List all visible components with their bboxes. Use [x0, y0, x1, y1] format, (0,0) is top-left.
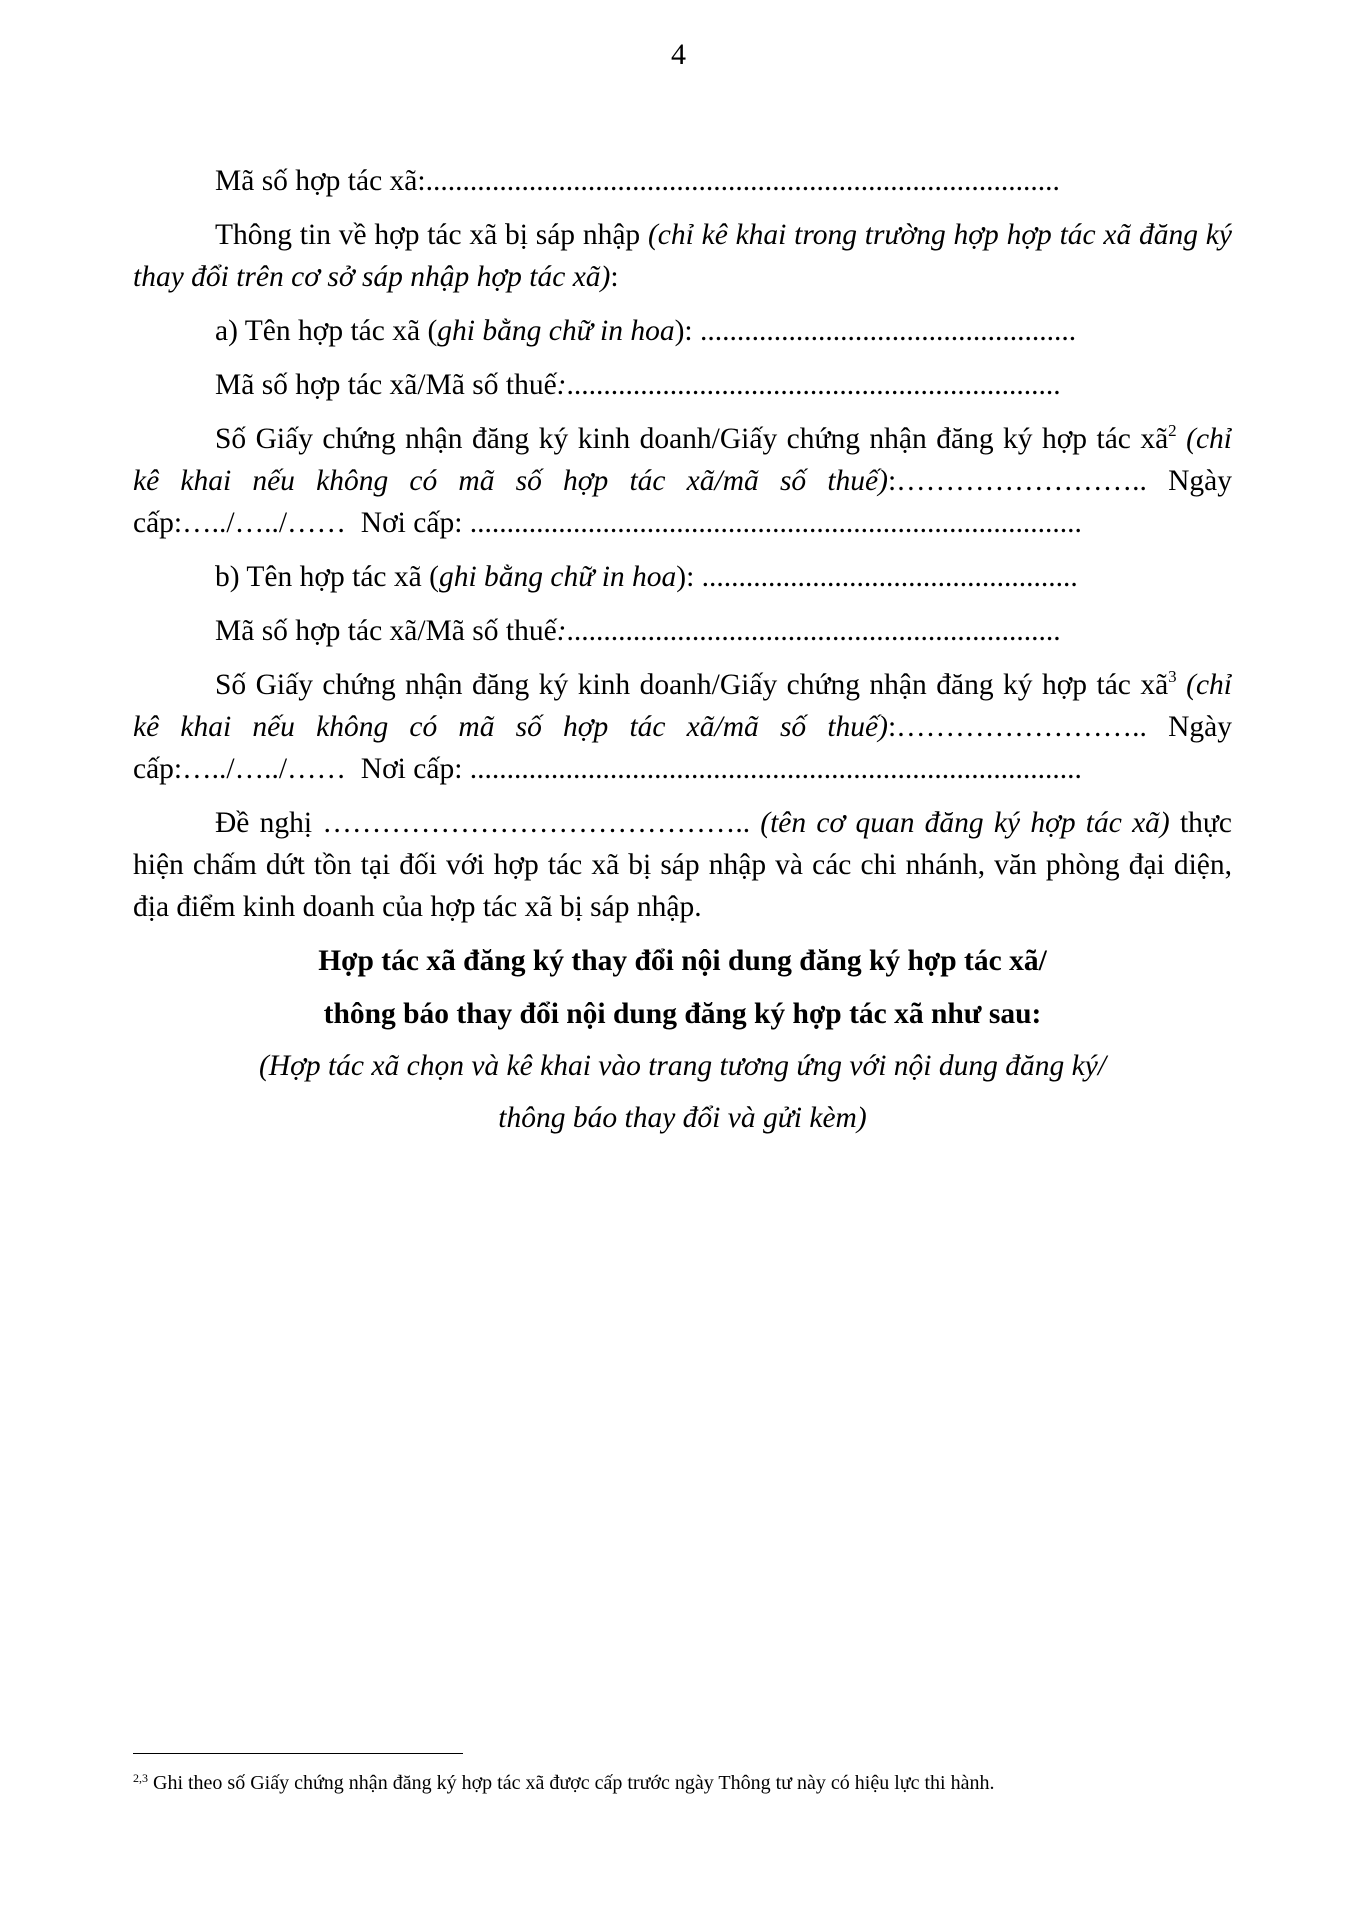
coop-b-name-post: ): — [676, 561, 695, 593]
coop-b-tax-fill: ................................................................... — [566, 615, 1061, 647]
coop-b-cert — [133, 664, 1232, 790]
coop-a-place-fill: ................................................................................... — [462, 507, 1082, 539]
coop-code-fill: ...................................................................................... — [425, 165, 1060, 197]
coop-b-place-fill: ................................................................................... — [462, 753, 1082, 785]
coop-a-name-post: ): — [674, 315, 693, 347]
footnote — [133, 1770, 1232, 1796]
coop-b-tax-colon: : — [556, 615, 567, 647]
coop-a-tax-colon: : — [556, 369, 567, 401]
section-heading-line2: thông báo thay đổi nội dung đăng ký hợp tác xã như sau: — [323, 998, 1042, 1030]
section-heading-line1: Hợp tác xã đăng ký thay đổi nội dung đăng ký hợp tác xã/ — [318, 945, 1047, 977]
request-lead: Đề nghị — [215, 807, 323, 839]
coop-b-name-hint: ghi bằng chữ in hoa — [438, 561, 677, 593]
coop-b-cert-note: (chỉ kê khai nếu không có mã số hợp tác xã/mã số thuế) — [133, 669, 1232, 743]
coop-code-label: Mã số hợp tác xã: — [215, 165, 426, 197]
footnote-ref-2: 2 — [1168, 421, 1177, 440]
coop-code-line — [133, 160, 1232, 202]
coop-b-name-line — [133, 556, 1232, 598]
coop-b-name-pre: b) Tên hợp tác xã ( — [215, 561, 439, 593]
request-authority-note: (tên cơ quan đăng ký hợp tác xã) — [750, 807, 1170, 839]
coop-b-name-fill: ................................................... — [694, 561, 1078, 593]
section-instruction-line1: (Hợp tác xã chọn và kê khai vào trang tương ứng với nội dung đăng ký/ — [258, 1050, 1107, 1082]
footnote-text: Ghi theo số Giấy chứng nhận đăng ký hợp tác xã được cấp trước ngày Thông tư này có hiệu lực thi hành. — [148, 1772, 995, 1794]
coop-a-cert-text: Số Giấy chứng nhận đăng ký kinh doanh/Giấy chứng nhận đăng ký hợp tác xã — [215, 423, 1169, 455]
merged-info-lead: Thông tin về hợp tác xã bị sáp nhập — [215, 219, 648, 251]
coop-a-name-pre: a) Tên hợp tác xã ( — [215, 315, 438, 347]
document-body — [133, 160, 1232, 1139]
merged-info-note: (chỉ kê khai trong trường hợp hợp tác xã đăng ký thay đổi trên cơ sở sáp nhập hợp tác xã) — [133, 219, 1232, 293]
coop-a-place-label: Nơi cấp: — [360, 507, 463, 539]
coop-b-cert-text: Số Giấy chứng nhận đăng ký kinh doanh/Giấy chứng nhận đăng ký hợp tác xã — [215, 669, 1169, 701]
coop-a-name-fill: ................................................... — [692, 315, 1077, 347]
page-number: 4 — [671, 38, 686, 71]
coop-a-name-line — [133, 310, 1232, 352]
coop-a-tax-label: Mã số hợp tác xã/Mã số thuế — [215, 369, 557, 401]
coop-b-tax-label: Mã số hợp tác xã/Mã số thuế — [215, 615, 557, 647]
request-paragraph — [133, 802, 1232, 928]
footnote-ref-3: 3 — [1168, 667, 1177, 686]
merged-info-tail: : — [610, 261, 619, 293]
coop-a-name-hint: ghi bằng chữ in hoa — [437, 315, 675, 347]
footnote-separator — [133, 1753, 463, 1754]
coop-a-cert — [133, 418, 1232, 544]
coop-b-tax-line — [133, 610, 1232, 652]
coop-b-cert-tail: :…………………….. Ngày cấp:…../…../…… — [133, 711, 1233, 785]
request-fill: …………………………………….. — [322, 807, 751, 839]
coop-b-place-label: Nơi cấp: — [360, 753, 463, 785]
coop-a-cert-tail: :…………………….. Ngày cấp:…../…../…… — [133, 465, 1233, 539]
coop-a-cert-note: (chỉ kê khai nếu không có mã số hợp tác xã/mã số thuế) — [133, 423, 1232, 497]
section-instruction-line2: thông báo thay đổi và gửi kèm) — [498, 1102, 867, 1134]
request-rest: thực hiện chấm dứt tồn tại đối với hợp tác xã bị sáp nhập và các chi nhánh, văn phòng đại diện, địa điểm kinh doanh của hợp tác xã bị sáp nhập. — [133, 807, 1233, 923]
coop-a-tax-fill: ................................................................... — [566, 369, 1061, 401]
merged-coop-info — [133, 214, 1232, 298]
footnote-marker: 2,3 — [133, 1771, 148, 1785]
coop-a-tax-line — [133, 364, 1232, 406]
